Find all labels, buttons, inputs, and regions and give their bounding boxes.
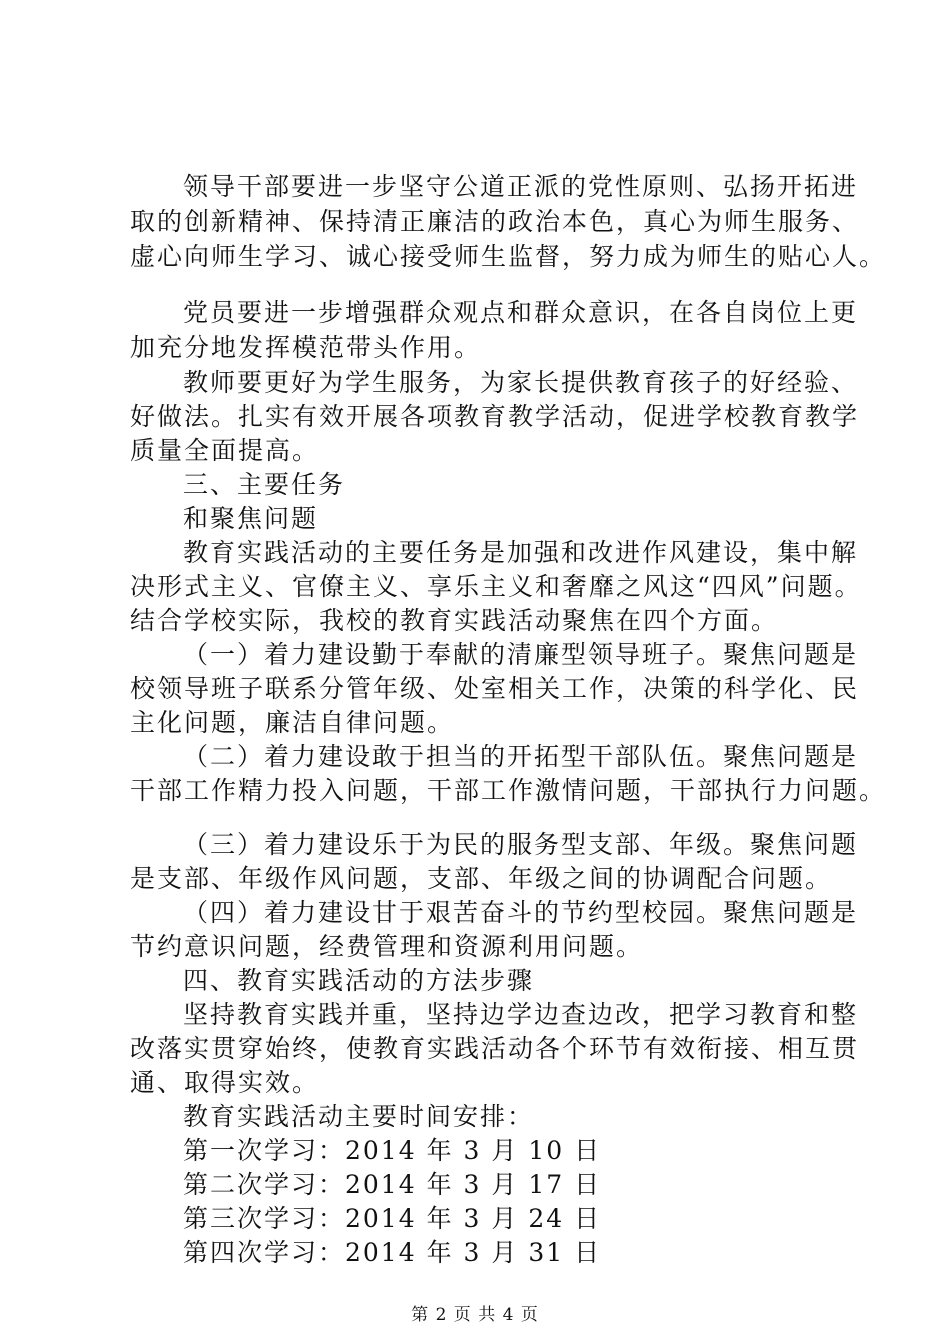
paragraph-line: 虚心向师生学习、诚心接受师生监督，努力成为师生的贴心人。 (130, 242, 887, 271)
paragraph-line: （四）着力建设甘于艰苦奋斗的节约型校园。聚焦问题是 (183, 898, 859, 927)
paragraph-line: 干部工作精力投入问题，干部工作激情问题，干部执行力问题。 (130, 776, 887, 805)
paragraph-line: 取的创新精神、保持清正廉洁的政治本色，真心为师生服务、 (130, 207, 860, 236)
page-footer: 第 2 页 共 4 页 (411, 1305, 539, 1325)
paragraph-line: 改落实贯穿始终，使教育实践活动各个环节有效衔接、相互贯 (130, 1034, 860, 1063)
paragraph-line: 结合学校实际，我校的教育实践活动聚焦在四个方面。 (130, 606, 779, 635)
paragraph-line: 节约意识问题，经费管理和资源利用问题。 (130, 932, 644, 961)
section-heading: 和聚焦问题 (183, 504, 319, 533)
paragraph-line: 加充分地发挥模范带头作用。 (130, 333, 482, 362)
schedule-item: 第三次学习：2014 年 3 月 24 日 (183, 1204, 602, 1233)
section-heading: 三、主要任务 (183, 470, 346, 499)
paragraph-line: （二）着力建设敢于担当的开拓型干部队伍。聚焦问题是 (183, 742, 859, 771)
paragraph-line: 主化问题，廉洁自律问题。 (130, 708, 455, 737)
paragraph-line: 通、取得实效。 (130, 1068, 320, 1097)
schedule-item: 第二次学习：2014 年 3 月 17 日 (183, 1170, 602, 1199)
paragraph-line: 质量全面提高。 (130, 436, 320, 465)
paragraph-line: 教师要更好为学生服务，为家长提供教育孩子的好经验、 (183, 368, 859, 397)
paragraph-line: 教育实践活动主要时间安排： (183, 1102, 535, 1131)
paragraph-line: 校领导班子联系分管年级、处室相关工作，决策的科学化、民 (130, 674, 860, 703)
paragraph-line: 是支部、年级作风问题，支部、年级之间的协调配合问题。 (130, 864, 833, 893)
section-heading: 四、教育实践活动的方法步骤 (183, 966, 535, 995)
paragraph-line: 领导干部要进一步坚守公道正派的党性原则、弘扬开拓进 (183, 172, 859, 201)
paragraph-line: （一）着力建设勤于奉献的清廉型领导班子。聚焦问题是 (183, 640, 859, 669)
schedule-item: 第四次学习：2014 年 3 月 31 日 (183, 1238, 602, 1267)
paragraph-line: 党员要进一步增强群众观点和群众意识，在各自岗位上更 (183, 298, 859, 327)
paragraph-line: 好做法。扎实有效开展各项教育教学活动，促进学校教育教学 (130, 402, 860, 431)
paragraph-line: 教育实践活动的主要任务是加强和改进作风建设，集中解 (183, 538, 859, 567)
paragraph-line: 决形式主义、官僚主义、享乐主义和奢靡之风这“四风”问题。 (130, 572, 862, 601)
schedule-item: 第一次学习：2014 年 3 月 10 日 (183, 1136, 602, 1165)
paragraph-line: 坚持教育实践并重，坚持边学边查边改，把学习教育和整 (183, 1000, 859, 1029)
paragraph-line: （三）着力建设乐于为民的服务型支部、年级。聚焦问题 (183, 830, 859, 859)
